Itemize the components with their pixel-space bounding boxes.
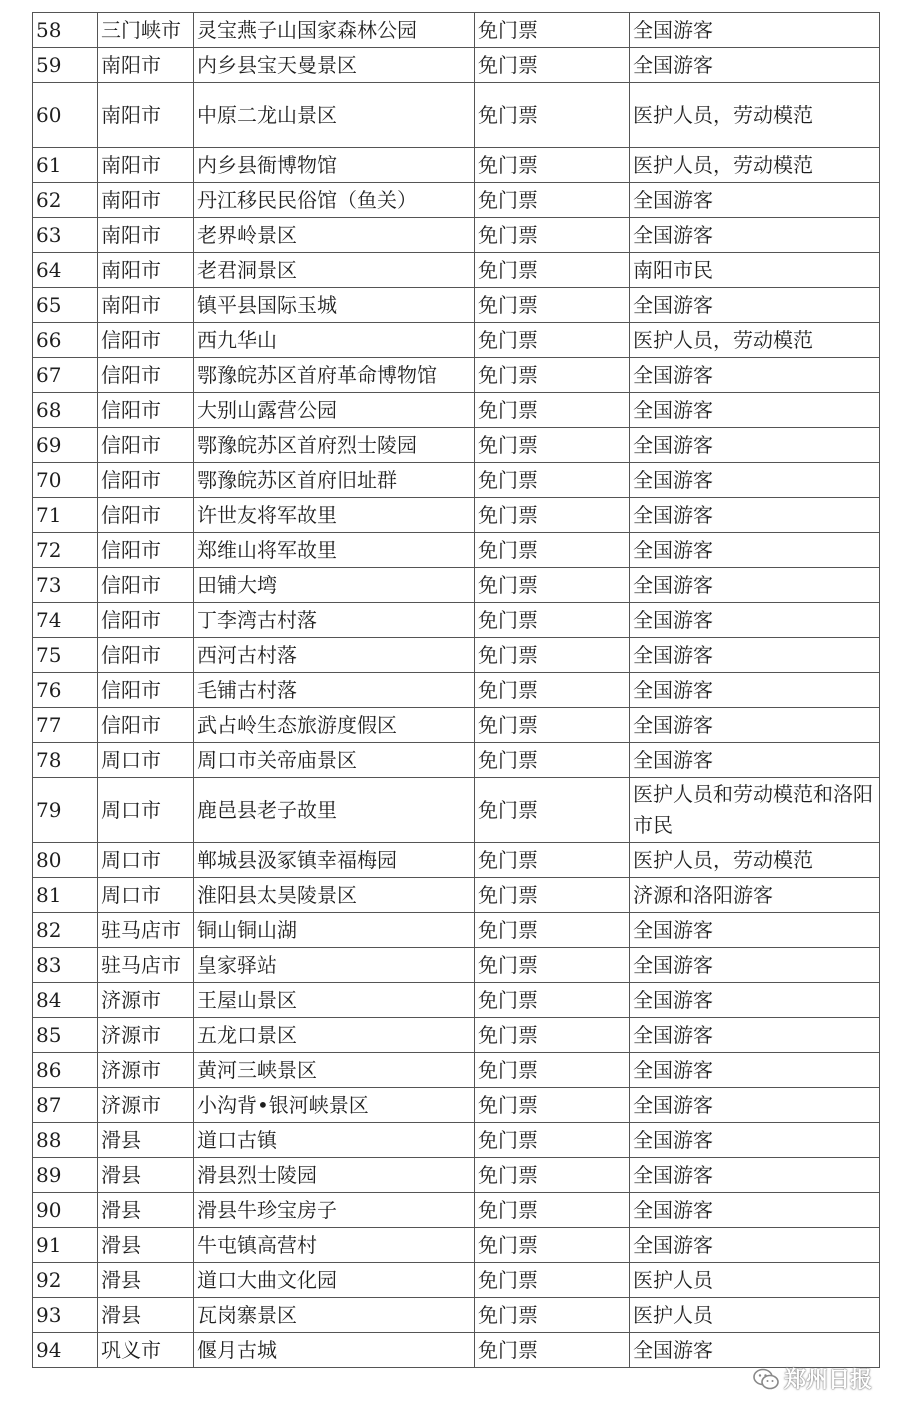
cell-ticket: 免门票 [475, 393, 630, 428]
cell-no: 72 [33, 533, 98, 568]
cell-ticket: 免门票 [475, 1088, 630, 1123]
table-row [33, 13, 880, 48]
scenic-spot-table-sheet [32, 12, 880, 1368]
table-row [33, 1298, 880, 1333]
cell-ticket: 免门票 [475, 48, 630, 83]
table-row [33, 913, 880, 948]
cell-no: 91 [33, 1228, 98, 1263]
cell-ticket: 免门票 [475, 218, 630, 253]
cell-no: 82 [33, 913, 98, 948]
cell-ticket: 免门票 [475, 878, 630, 913]
table-row [33, 1193, 880, 1228]
cell-no: 74 [33, 603, 98, 638]
cell-target: 医护人员和劳动模范和洛阳市民 [630, 778, 880, 843]
table-row [33, 323, 880, 358]
cell-no: 71 [33, 498, 98, 533]
cell-city: 济源市 [98, 983, 194, 1018]
cell-city: 南阳市 [98, 83, 194, 148]
cell-target: 医护人员 [630, 1263, 880, 1298]
cell-city: 周口市 [98, 743, 194, 778]
cell-ticket: 免门票 [475, 533, 630, 568]
table-row [33, 948, 880, 983]
table-row [33, 673, 880, 708]
cell-no: 83 [33, 948, 98, 983]
cell-target: 全国游客 [630, 708, 880, 743]
cell-ticket: 免门票 [475, 673, 630, 708]
cell-site: 道口大曲文化园 [194, 1263, 475, 1298]
table-row [33, 743, 880, 778]
cell-target: 全国游客 [630, 1018, 880, 1053]
cell-city: 南阳市 [98, 48, 194, 83]
table-row [33, 878, 880, 913]
cell-site: 丹江移民民俗馆（鱼关） [194, 183, 475, 218]
cell-ticket: 免门票 [475, 253, 630, 288]
cell-target: 济源和洛阳游客 [630, 878, 880, 913]
cell-no: 67 [33, 358, 98, 393]
table-row [33, 393, 880, 428]
cell-site: 五龙口景区 [194, 1018, 475, 1053]
cell-no: 79 [33, 778, 98, 843]
cell-site: 灵宝燕子山国家森林公园 [194, 13, 475, 48]
cell-city: 周口市 [98, 843, 194, 878]
cell-no: 85 [33, 1018, 98, 1053]
cell-city: 南阳市 [98, 148, 194, 183]
cell-ticket: 免门票 [475, 498, 630, 533]
cell-no: 93 [33, 1298, 98, 1333]
cell-site: 淮阳县太昊陵景区 [194, 878, 475, 913]
cell-target: 全国游客 [630, 533, 880, 568]
cell-no: 68 [33, 393, 98, 428]
cell-target: 医护人员，劳动模范 [630, 148, 880, 183]
table-row [33, 603, 880, 638]
cell-site: 西九华山 [194, 323, 475, 358]
table-row [33, 778, 880, 843]
table-row [33, 428, 880, 463]
cell-ticket: 免门票 [475, 743, 630, 778]
cell-site: 内乡县宝天曼景区 [194, 48, 475, 83]
cell-city: 滑县 [98, 1158, 194, 1193]
cell-no: 81 [33, 878, 98, 913]
cell-ticket: 免门票 [475, 603, 630, 638]
cell-city: 驻马店市 [98, 913, 194, 948]
table-row [33, 1088, 880, 1123]
table-row [33, 1263, 880, 1298]
cell-city: 信阳市 [98, 568, 194, 603]
cell-site: 黄河三峡景区 [194, 1053, 475, 1088]
cell-city: 信阳市 [98, 358, 194, 393]
cell-city: 信阳市 [98, 603, 194, 638]
table-row [33, 498, 880, 533]
cell-ticket: 免门票 [475, 358, 630, 393]
table-row [33, 1228, 880, 1263]
cell-no: 76 [33, 673, 98, 708]
cell-no: 59 [33, 48, 98, 83]
cell-site: 小沟背•银河峡景区 [194, 1088, 475, 1123]
cell-no: 66 [33, 323, 98, 358]
wechat-icon [752, 1367, 780, 1391]
cell-no: 62 [33, 183, 98, 218]
cell-city: 济源市 [98, 1053, 194, 1088]
cell-target: 全国游客 [630, 638, 880, 673]
cell-ticket: 免门票 [475, 1018, 630, 1053]
cell-no: 86 [33, 1053, 98, 1088]
cell-ticket: 免门票 [475, 1158, 630, 1193]
cell-site: 滑县烈士陵园 [194, 1158, 475, 1193]
cell-city: 驻马店市 [98, 948, 194, 983]
cell-target: 全国游客 [630, 498, 880, 533]
cell-site: 周口市关帝庙景区 [194, 743, 475, 778]
cell-site: 偃月古城 [194, 1333, 475, 1368]
cell-ticket: 免门票 [475, 913, 630, 948]
table-row [33, 638, 880, 673]
table-row [33, 253, 880, 288]
cell-target: 全国游客 [630, 1158, 880, 1193]
cell-site: 郑维山将军故里 [194, 533, 475, 568]
cell-city: 信阳市 [98, 323, 194, 358]
cell-target: 全国游客 [630, 218, 880, 253]
cell-site: 大别山露营公园 [194, 393, 475, 428]
cell-ticket: 免门票 [475, 1193, 630, 1228]
cell-site: 内乡县衙博物馆 [194, 148, 475, 183]
cell-target: 全国游客 [630, 1123, 880, 1158]
cell-target: 医护人员，劳动模范 [630, 83, 880, 148]
table-row [33, 1123, 880, 1158]
cell-site: 毛铺古村落 [194, 673, 475, 708]
cell-target: 全国游客 [630, 603, 880, 638]
cell-ticket: 免门票 [475, 428, 630, 463]
cell-target: 全国游客 [630, 428, 880, 463]
table-row [33, 358, 880, 393]
cell-site: 铜山铜山湖 [194, 913, 475, 948]
cell-no: 94 [33, 1333, 98, 1368]
cell-city: 三门峡市 [98, 13, 194, 48]
cell-city: 信阳市 [98, 673, 194, 708]
cell-city: 济源市 [98, 1088, 194, 1123]
cell-ticket: 免门票 [475, 708, 630, 743]
cell-ticket: 免门票 [475, 1053, 630, 1088]
cell-site: 牛屯镇高营村 [194, 1228, 475, 1263]
cell-city: 信阳市 [98, 708, 194, 743]
cell-city: 信阳市 [98, 393, 194, 428]
table-row [33, 568, 880, 603]
table-row [33, 708, 880, 743]
cell-site: 滑县牛珍宝房子 [194, 1193, 475, 1228]
cell-no: 73 [33, 568, 98, 603]
cell-ticket: 免门票 [475, 1298, 630, 1333]
cell-site: 田铺大塆 [194, 568, 475, 603]
table-row [33, 843, 880, 878]
cell-ticket: 免门票 [475, 1228, 630, 1263]
cell-city: 信阳市 [98, 463, 194, 498]
cell-city: 周口市 [98, 878, 194, 913]
cell-ticket: 免门票 [475, 13, 630, 48]
cell-ticket: 免门票 [475, 778, 630, 843]
cell-site: 郸城县汲冢镇幸福梅园 [194, 843, 475, 878]
cell-city: 南阳市 [98, 288, 194, 323]
cell-site: 许世友将军故里 [194, 498, 475, 533]
cell-target: 全国游客 [630, 673, 880, 708]
cell-city: 周口市 [98, 778, 194, 843]
cell-ticket: 免门票 [475, 638, 630, 673]
cell-site: 中原二龙山景区 [194, 83, 475, 148]
cell-target: 全国游客 [630, 948, 880, 983]
cell-no: 60 [33, 83, 98, 148]
cell-no: 84 [33, 983, 98, 1018]
cell-site: 皇家驿站 [194, 948, 475, 983]
cell-target: 全国游客 [630, 393, 880, 428]
cell-no: 90 [33, 1193, 98, 1228]
cell-target: 医护人员，劳动模范 [630, 843, 880, 878]
cell-target: 全国游客 [630, 1333, 880, 1368]
cell-site: 鄂豫皖苏区首府革命博物馆 [194, 358, 475, 393]
cell-city: 滑县 [98, 1228, 194, 1263]
table-row [33, 533, 880, 568]
cell-no: 63 [33, 218, 98, 253]
cell-ticket: 免门票 [475, 1123, 630, 1158]
cell-target: 全国游客 [630, 1228, 880, 1263]
cell-no: 80 [33, 843, 98, 878]
cell-ticket: 免门票 [475, 83, 630, 148]
cell-target: 全国游客 [630, 48, 880, 83]
cell-city: 信阳市 [98, 533, 194, 568]
cell-no: 65 [33, 288, 98, 323]
cell-no: 89 [33, 1158, 98, 1193]
cell-site: 王屋山景区 [194, 983, 475, 1018]
cell-no: 88 [33, 1123, 98, 1158]
cell-site: 瓦岗寨景区 [194, 1298, 475, 1333]
cell-city: 滑县 [98, 1123, 194, 1158]
cell-site: 丁李湾古村落 [194, 603, 475, 638]
cell-city: 信阳市 [98, 428, 194, 463]
cell-city: 信阳市 [98, 638, 194, 673]
cell-city: 巩义市 [98, 1333, 194, 1368]
table-row [33, 288, 880, 323]
newspaper-watermark [752, 1363, 872, 1394]
cell-no: 58 [33, 13, 98, 48]
cell-no: 69 [33, 428, 98, 463]
cell-ticket: 免门票 [475, 323, 630, 358]
cell-target: 全国游客 [630, 183, 880, 218]
cell-target: 全国游客 [630, 13, 880, 48]
table-row [33, 463, 880, 498]
table-row [33, 48, 880, 83]
table-row [33, 218, 880, 253]
cell-ticket: 免门票 [475, 1333, 630, 1368]
cell-target: 全国游客 [630, 983, 880, 1018]
cell-site: 老界岭景区 [194, 218, 475, 253]
table-body [33, 13, 880, 1368]
cell-city: 南阳市 [98, 253, 194, 288]
watermark-text: 郑州日报 [784, 1368, 873, 1393]
cell-target: 全国游客 [630, 1053, 880, 1088]
free-ticket-table [32, 12, 880, 1368]
cell-city: 济源市 [98, 1018, 194, 1053]
table-row [33, 183, 880, 218]
cell-ticket: 免门票 [475, 568, 630, 603]
cell-no: 64 [33, 253, 98, 288]
cell-city: 南阳市 [98, 183, 194, 218]
cell-city: 滑县 [98, 1263, 194, 1298]
cell-target: 全国游客 [630, 288, 880, 323]
cell-ticket: 免门票 [475, 948, 630, 983]
cell-site: 西河古村落 [194, 638, 475, 673]
cell-target: 医护人员，劳动模范 [630, 323, 880, 358]
cell-no: 77 [33, 708, 98, 743]
cell-no: 61 [33, 148, 98, 183]
cell-site: 武占岭生态旅游度假区 [194, 708, 475, 743]
cell-target: 全国游客 [630, 1088, 880, 1123]
table-row [33, 1018, 880, 1053]
cell-ticket: 免门票 [475, 983, 630, 1018]
cell-target: 南阳市民 [630, 253, 880, 288]
cell-city: 南阳市 [98, 218, 194, 253]
cell-target: 全国游客 [630, 358, 880, 393]
table-row [33, 983, 880, 1018]
cell-city: 信阳市 [98, 498, 194, 533]
cell-target: 全国游客 [630, 1193, 880, 1228]
cell-site: 鹿邑县老子故里 [194, 778, 475, 843]
cell-site: 道口古镇 [194, 1123, 475, 1158]
table-row [33, 148, 880, 183]
cell-site: 鄂豫皖苏区首府旧址群 [194, 463, 475, 498]
cell-no: 92 [33, 1263, 98, 1298]
cell-ticket: 免门票 [475, 843, 630, 878]
table-row [33, 1158, 880, 1193]
cell-city: 滑县 [98, 1298, 194, 1333]
cell-ticket: 免门票 [475, 183, 630, 218]
cell-ticket: 免门票 [475, 148, 630, 183]
cell-target: 全国游客 [630, 463, 880, 498]
cell-ticket: 免门票 [475, 1263, 630, 1298]
table-row [33, 83, 880, 148]
cell-site: 老君洞景区 [194, 253, 475, 288]
cell-no: 75 [33, 638, 98, 673]
cell-target: 全国游客 [630, 913, 880, 948]
cell-no: 78 [33, 743, 98, 778]
table-row [33, 1053, 880, 1088]
cell-no: 87 [33, 1088, 98, 1123]
cell-ticket: 免门票 [475, 463, 630, 498]
cell-target: 全国游客 [630, 568, 880, 603]
cell-site: 镇平县国际玉城 [194, 288, 475, 323]
cell-target: 医护人员 [630, 1298, 880, 1333]
cell-site: 鄂豫皖苏区首府烈士陵园 [194, 428, 475, 463]
cell-ticket: 免门票 [475, 288, 630, 323]
cell-no: 70 [33, 463, 98, 498]
cell-target: 全国游客 [630, 743, 880, 778]
cell-city: 滑县 [98, 1193, 194, 1228]
